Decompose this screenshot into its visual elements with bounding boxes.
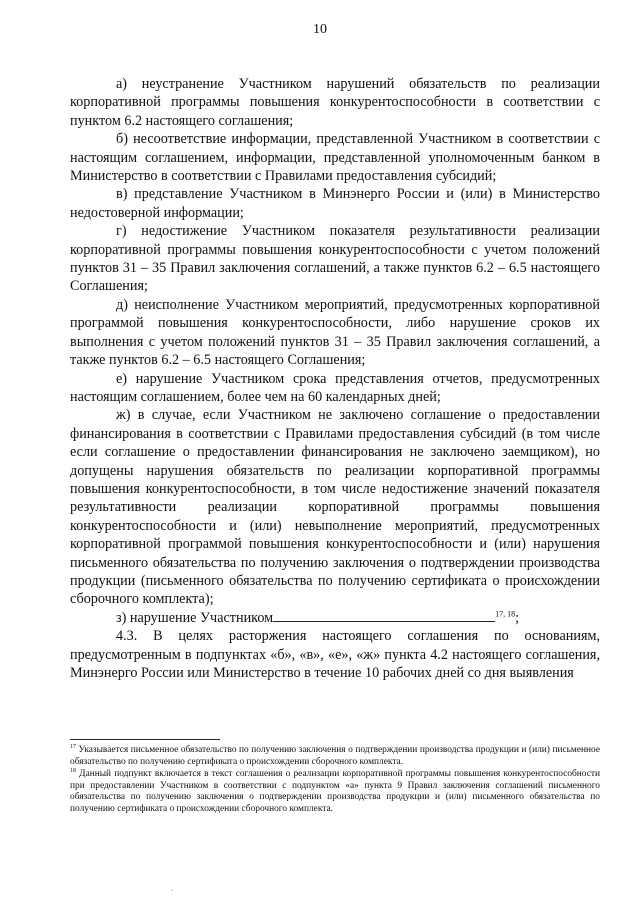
paragraph-item-g: г) недостижение Участником показателя результативности реализации корпоративной программы повышения конкурентоспособности с учетом положений пунктов 31 – 35 Правил заключения соглашений, а также пунктов 6.2 – 6.5 настоящего Соглашения; [70,223,600,295]
footnotes [70,745,600,817]
page-number: 10 [313,22,327,37]
footnote-18 [70,769,600,815]
paragraph-item-v: в) представление Участником в Минэнерго России и (или) в Министерство недостоверной информации; [70,186,600,221]
item-z-text: з) нарушение Участником [116,609,274,626]
paragraph-item-z [70,609,600,627]
footnote-number: 18 [70,768,76,775]
item-z-end: ; [515,609,520,626]
paragraph-4-3: 4.3. В целях расторжения настоящего соглашения по основаниям, предусмотренным в подпунктах «б», «в», «е», «ж» пункта 4.2 настоящего соглашения, Минэнерго России или Министерство в течение 10 рабочих дней со дня выявления [70,628,600,681]
paragraph-item-a: а) неустранение Участником нарушений обязательств по реализации корпоративной программы повышения конкурентоспособности в соответствии с пунктом 6.2 настоящего соглашения; [70,76,600,129]
paragraph-item-e: е) нарушение Участником срока представления отчетов, предусмотренных настоящим соглашением, более чем на 60 календарных дней; [70,370,600,405]
footnote-separator [70,739,220,740]
fill-in-blank [273,609,495,622]
footnote-text: Данный подпункт включается в текст соглашения о реализации корпоративной программы повышения конкурентоспособности при предоставлении Участником в соответствии с подпунктом «а» пункта 9 Правил заключения соглашений письменного обязательства по получению заключения о подтверждении производства продукции и (или) письменного обязательства по получению сертификата о происхождении сборочного комплекта. [70,769,600,814]
paragraph-item-b: б) несоответствие информации, представленной Участником в соответствии с настоящим соглашением, информации, представленной уполномоченным банком в Министерство в соответствии с Правилами предоставления субсидий; [70,131,600,185]
document-body [70,75,600,682]
footnote-text: Указывается письменное обязательство по получению заключения о подтверждении производства продукции и (или) письменное обязательство по получению сертификата о происхождении сборочного комплекта. [70,745,601,767]
footnote-ref: 17, 18 [495,609,516,619]
paragraph-item-d: д) неисполнение Участником мероприятий, предусмотренных корпоративной программой повышения конкурентоспособности, либо нарушение сроков их выполнения с учетом положений пунктов 31 – 35 Правил заключения соглашений, а также пунктов 6.2 – 6.5 настоящего Соглашения; [70,296,600,369]
footnote-number: 17 [70,743,76,750]
scan-mark: · [170,886,174,897]
paragraph-item-zh: ж) в случае, если Участником не заключено соглашение о предоставлении финансирования в соответствии с Правилами предоставления субсидий (в том числе если соглашение о предоставлении финансирования не заключено заемщиком), но допущены нарушения обязательств по реализации корпоративной программы повышения конкурентоспособности, в том числе недостижение значений показателя результативности реализации корпоративной программы повышения конкурентоспособности и (или) невыполнение мероприятий, предусмотренных корпоративной программой повышения конкурентоспособности и (или) нарушения письменного обязательства по получению заключения о подтверждении производства продукции (письменного обязательства по получению сертификата о происхождении сборочного комплекта); [70,407,600,608]
footnote-17 [70,745,600,768]
